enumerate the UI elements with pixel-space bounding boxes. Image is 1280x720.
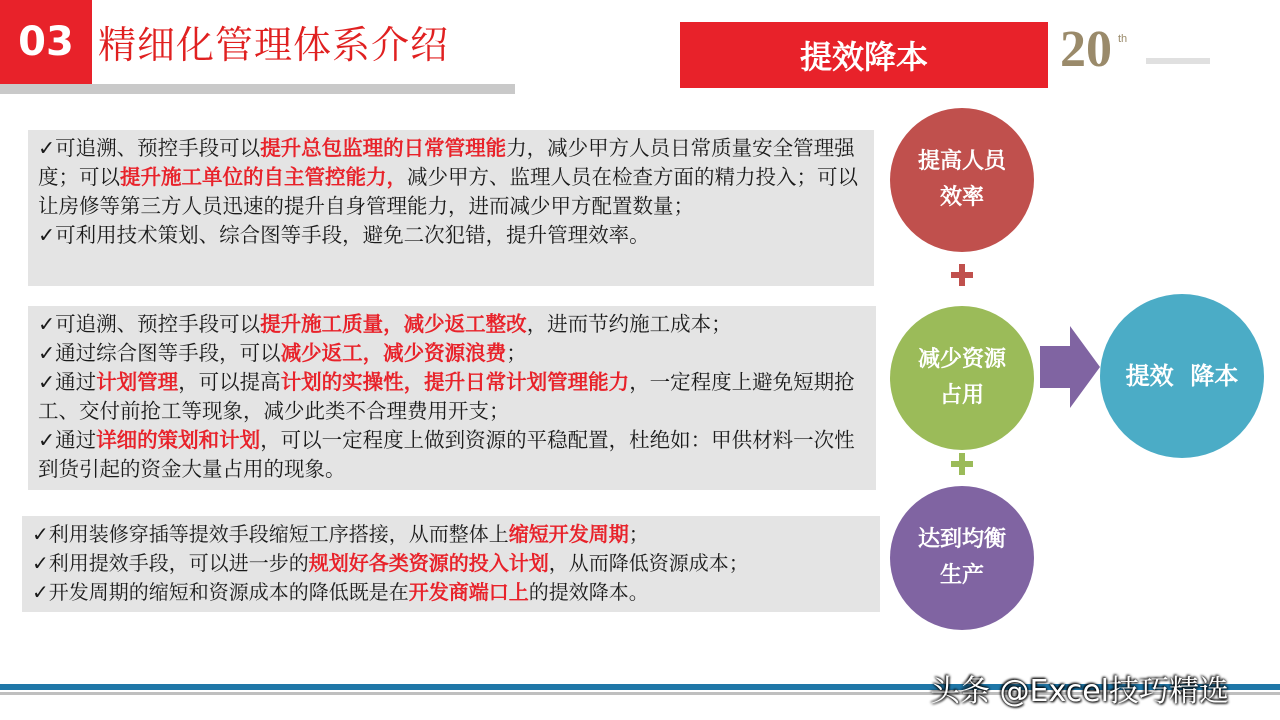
text-run: ，进而节约施工成本； bbox=[526, 312, 732, 336]
circle-label: 减少资源 bbox=[917, 347, 1006, 372]
result-circle bbox=[1100, 294, 1264, 458]
balanced-production-circle bbox=[890, 486, 1034, 630]
section-title: 精细化管理体系介绍 bbox=[98, 23, 450, 67]
circle-label: 效率 bbox=[939, 185, 984, 210]
highlight-text: 减少返工，减少资源浪费 bbox=[280, 341, 507, 365]
highlight-text: 规划好各类资源的投入计划 bbox=[308, 551, 549, 575]
box2-line-1 bbox=[38, 310, 866, 339]
text-run: ✓通过综合图等手段，可以 bbox=[38, 341, 281, 365]
box1-line-2 bbox=[38, 221, 864, 250]
circle-label: 达到均衡 bbox=[917, 527, 1006, 552]
circle-label: 提高人员 bbox=[917, 149, 1006, 174]
page-banner: 提效降本 bbox=[680, 22, 1048, 88]
header-divider bbox=[0, 84, 515, 94]
text-run: 减少甲方、监理人员在检查方面的精力投入；可以让房修等第三方人员迅速的提升自身管理能力，进而减少甲方配置数量； bbox=[38, 165, 858, 218]
efficiency-text-box bbox=[28, 130, 874, 286]
box1-line-1 bbox=[38, 134, 864, 221]
text-run: 的提效降本。 bbox=[528, 580, 649, 604]
box2-line-4 bbox=[38, 426, 866, 484]
watermark: 头条 @Excel技巧精选 bbox=[930, 674, 1230, 709]
text-run: ，从而降低资源成本； bbox=[548, 551, 749, 575]
box2-line-2 bbox=[38, 339, 866, 368]
text-run: ，一定程度上避免短期抢工、交付前抢工等现象，减少此类不合理费用开支； bbox=[38, 370, 855, 423]
text-run: ，可以一定程度上做到资源的平稳配置，杜绝如：甲供材料一次性到货引起的资金大量占用的现象。 bbox=[38, 428, 855, 481]
balanced-production-text-box bbox=[22, 516, 880, 612]
text-run: ✓通过 bbox=[38, 370, 97, 394]
result-label: 提效 降本 bbox=[1125, 362, 1239, 390]
resource-text-box bbox=[28, 306, 876, 490]
text-run: ✓利用装修穿插等提效手段缩短工序搭接，从而整体上 bbox=[32, 522, 509, 546]
circle-label: 生产 bbox=[939, 563, 984, 588]
highlight-text: 详细的策划和计划 bbox=[96, 428, 261, 452]
highlight-text: 提升施工质量，减少返工整改 bbox=[260, 312, 527, 336]
logo-sup: th bbox=[1118, 33, 1128, 45]
right-arrow-icon bbox=[1040, 326, 1100, 408]
text-run: ✓通过 bbox=[38, 428, 97, 452]
highlight-text: 提升总包监理的日常管理能 bbox=[260, 136, 507, 160]
text-run: 力，减少甲方人员日常质量安全管理强度；可以 bbox=[38, 136, 855, 189]
highlight-text: 计划管理 bbox=[96, 370, 179, 394]
text-run: ，可以提高 bbox=[178, 370, 281, 394]
text-run: ✓可利用技术策划、综合图等手段，避免二次犯错，提升管理效率。 bbox=[38, 223, 650, 247]
text-run: ✓可追溯、预控手段可以 bbox=[38, 312, 261, 336]
improve-efficiency-circle bbox=[890, 108, 1034, 252]
text-run: ； bbox=[628, 522, 649, 546]
section-number: 03 bbox=[0, 0, 92, 84]
box3-line-2 bbox=[32, 549, 870, 578]
text-run: ✓可追溯、预控手段可以 bbox=[38, 136, 261, 160]
text-run: ✓利用提效手段，可以进一步的 bbox=[32, 551, 309, 575]
highlight-text: 缩短开发周期 bbox=[508, 522, 629, 546]
plus-icon bbox=[949, 262, 975, 288]
logo-text: 20 bbox=[1060, 22, 1112, 74]
plus-icon bbox=[949, 451, 975, 477]
circle-label: 占用 bbox=[939, 383, 984, 408]
anniversary-logo bbox=[1060, 22, 1220, 74]
highlight-text: 开发商端口上 bbox=[408, 580, 529, 604]
box3-line-1 bbox=[32, 520, 870, 549]
highlight-text: 提升施工单位的自主管控能力， bbox=[120, 165, 407, 189]
highlight-text: 计划的实操性，提升日常计划管理能力 bbox=[280, 370, 630, 394]
reduce-resource-circle bbox=[890, 306, 1034, 450]
box2-line-3 bbox=[38, 368, 866, 426]
text-run: ✓开发周期的缩短和资源成本的降低既是在 bbox=[32, 580, 409, 604]
text-run: ； bbox=[506, 341, 527, 365]
box3-line-3 bbox=[32, 578, 870, 607]
